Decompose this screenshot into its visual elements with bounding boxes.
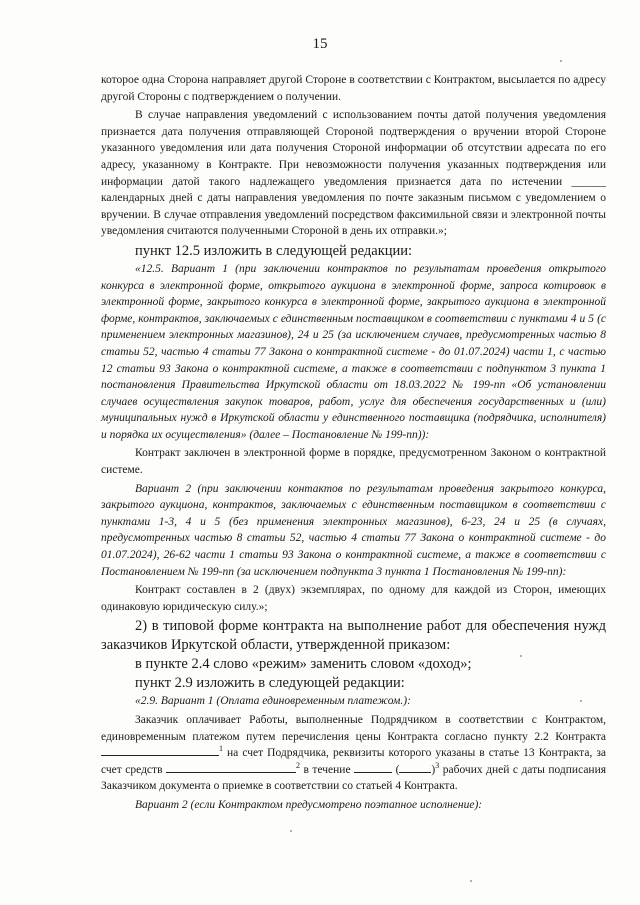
paragraph-italic: «2.9. Вариант 1 (Оплата единовременным платежом.): bbox=[135, 695, 411, 708]
paragraph: которое одна Сторона направляет другой Стороне в соответствии с Контрактом, высылается по адресу другой Стороны с подтверждением о получении. bbox=[101, 74, 606, 103]
scan-speck bbox=[560, 60, 562, 62]
footnote-mark: 1 bbox=[219, 744, 223, 754]
open-paren: ( bbox=[395, 763, 400, 776]
paragraph-italic: «12.5. Вариант 1 (при заключении контрактов по результатам проведения открытого конкурса в электронной форме, открытого аукциона в электронной форме, запроса котировок в электронной форме, закрытого конкурса в электронной форме, закрытого аукциона в электронной форме, контрактов, заключаемых с единственным поставщиком в соответствии с пунктами 4 и 5 (с применением электронных магазинов), 24 и 25 (за исключением случаев, предусмотренных частью 8 статьи 52, частью 4 статьи 77 Закона о контрактной системе - до 01.07.2024) части 1, с частью 12 статьи 93 Закона о контрактной системе, а также в соответствии с подпунктом 3 пункта 1 постановления Правительства Иркутской области от 18.03.2022 № 199-пп «Об установлении случаев осуществления закупок товаров, работ, услуг для обеспечения государственных и (или) муниципальных нужд в Иркутской области у единственного поставщика (подрядчика, исполнителя) и порядка их осуществления» (далее – Постановление № 199-пп)): bbox=[101, 262, 606, 441]
footnote-mark: 2 bbox=[296, 760, 300, 770]
fill-blank bbox=[399, 763, 431, 773]
paragraph: Контракт заключен в электронной форме в порядке, предусмотренном Законом о контрактной системе. bbox=[101, 447, 606, 477]
payment-paragraph bbox=[101, 712, 606, 795]
close-paren: ) bbox=[431, 763, 436, 776]
text-segment: на счет Подрядчика, реквизиты которого указаны в статье 13 Контракта, за счет средств bbox=[101, 747, 606, 776]
paragraph-heading: 2) в типовой форме контракта на выполнение работ для обеспечения нужд заказчиков Иркутской области, утвержденной приказом: bbox=[101, 618, 606, 654]
paragraph: Контракт составлен в 2 (двух) экземплярах, по одному для каждой из Сторон, имеющих одинаковую юридическую силу.»; bbox=[101, 584, 606, 613]
fill-blank bbox=[166, 763, 296, 773]
footnote-mark: 3 bbox=[435, 760, 440, 770]
page-number: 15 bbox=[312, 36, 328, 52]
paragraph: В случае направления уведомлений с использованием почты датой получения уведомления признается дата получения отправляющей Стороной подтверждения о вручении второй Стороне указанного уведомления или дата получения Стороной информации об отсутствии адресата по его адресу, указанному в Контракте. При невозможности получения указанных подтверждения или информации датой такого надлежащего уведомления признается дата по истечении ______ календарных дней с даты направления уведомления по почте заказным письмом с уведомлением о вручении. В случае отправления уведомлений посредством факсимильной связи и электронной почты уведомления считаются полученными Стороной в день их отправки.»; bbox=[101, 109, 606, 238]
paragraph-heading: в пункте 2.4 слово «режим» заменить словом «доход»; bbox=[135, 656, 472, 673]
scan-speck bbox=[290, 830, 292, 832]
paragraph-heading: пункт 2.9 изложить в следующей редакции: bbox=[135, 675, 405, 692]
document-body bbox=[101, 72, 606, 814]
scan-speck bbox=[520, 655, 522, 657]
text-segment: в течение bbox=[303, 763, 351, 776]
scan-speck bbox=[470, 880, 472, 882]
text-segment: Заказчик оплачивает Работы, выполненные Подрядчиком в соответствии с Контрактом, единовременным платежом путем перечисления цены Контракта согласно пункту 2.2 Контракта bbox=[101, 714, 606, 743]
paragraph-heading: пункт 12.5 изложить в следующей редакции: bbox=[135, 242, 413, 259]
fill-blank bbox=[101, 746, 219, 756]
text-segment: рабочих дней с даты подписания Заказчиком документа о приемке в соответствии со статьей 4 Контракта. bbox=[101, 763, 607, 793]
scan-speck bbox=[580, 700, 582, 702]
fill-blank bbox=[354, 763, 392, 773]
paragraph-italic: Вариант 2 (если Контрактом предусмотрено поэтапное исполнение): bbox=[135, 798, 483, 811]
paragraph-italic: Вариант 2 (при заключении контактов по результатам проведения закрытого конкурса, закрытого аукциона, контрактов, заключаемых с единственным поставщиком в соответствии с пунктами 1-3, 4 и 5 (без применения электронных магазинов), 6-23, 24 и 25 (в случаях, предусмотренных частью 8 статьи 52, частью 4 статьи 77 Закона о контрактной системе - до 01.07.2024), 26-62 части 1 статьи 93 Закона о контрактной системе, а также в соответствии с Постановлением № 199-пп (за исключением подпункта 3 пункта 1 Постановления № 199-пп): bbox=[101, 482, 606, 578]
